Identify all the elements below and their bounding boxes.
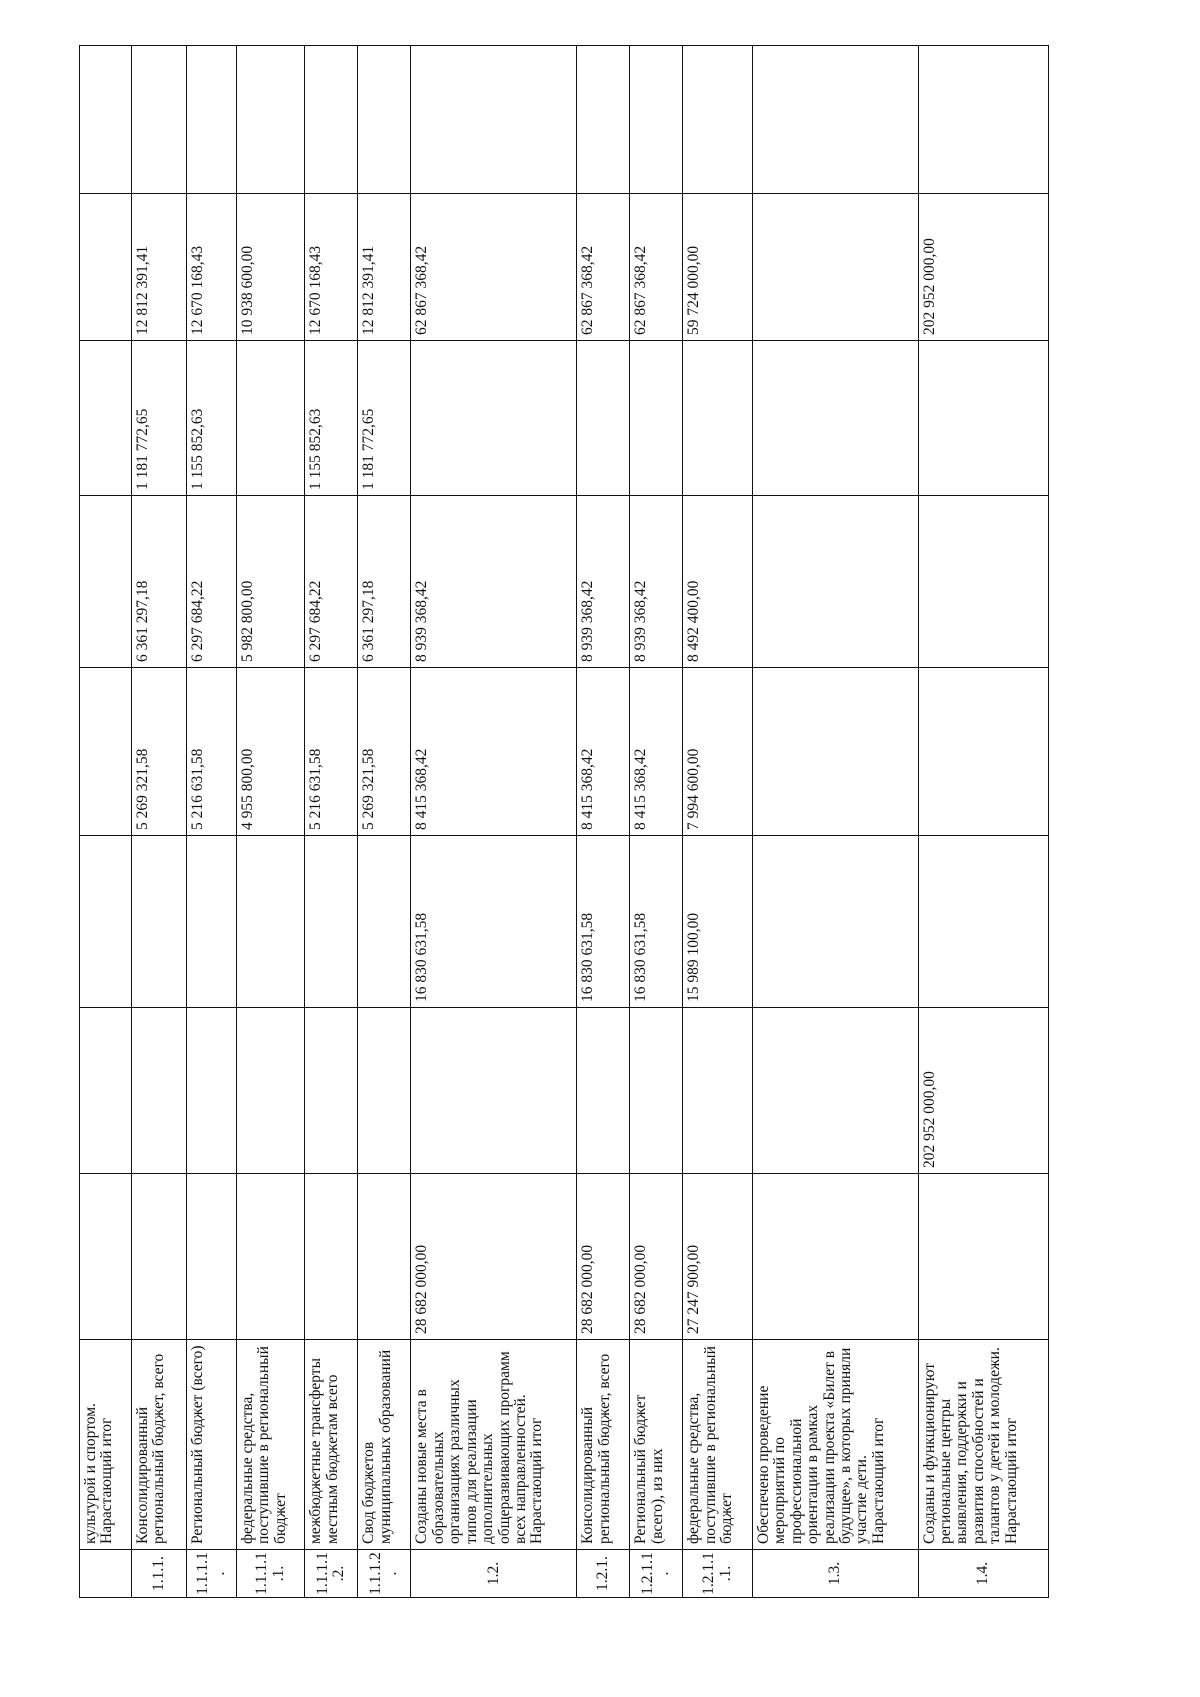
table-row — [236, 46, 305, 1598]
rotated-page — [79, 46, 1049, 1598]
value-cell — [80, 836, 132, 1008]
row-label: Региональный бюджет (всего) — [187, 1340, 237, 1550]
value-cell — [80, 341, 132, 496]
value-cell — [305, 46, 358, 194]
value-cell: 1 155 852,63 — [305, 341, 358, 496]
value-cell — [80, 46, 132, 194]
table-row — [683, 46, 753, 1598]
value-cell: 62 867 368,42 — [411, 194, 577, 341]
value-cell — [187, 46, 237, 194]
value-cell — [411, 341, 577, 496]
value-cell: 1 155 852,63 — [187, 341, 237, 496]
row-number: 1.2. — [411, 1550, 577, 1598]
value-cell — [630, 341, 683, 496]
value-cell: 5 269 321,58 — [131, 668, 186, 836]
value-cell — [358, 1008, 411, 1174]
value-cell: 8 939 368,42 — [630, 496, 683, 668]
value-cell — [80, 194, 132, 341]
value-cell: 12 812 391,41 — [358, 194, 411, 341]
value-cell: 28 682 000,00 — [411, 1174, 577, 1340]
value-cell — [411, 46, 577, 194]
row-label: федеральные средства, поступившие в региональный бюджет — [683, 1340, 753, 1550]
row-label: Региональный бюджет (всего), из них — [630, 1340, 683, 1550]
value-cell: 8 415 368,42 — [411, 668, 577, 836]
value-cell: 8 939 368,42 — [577, 496, 630, 668]
value-cell: 202 952 000,00 — [918, 194, 1048, 341]
value-cell — [577, 46, 630, 194]
value-cell: 16 830 631,58 — [577, 836, 630, 1008]
table-row — [305, 46, 358, 1598]
value-cell — [683, 46, 753, 194]
row-label: Свод бюджетов муниципальных образований — [358, 1340, 411, 1550]
value-cell — [305, 1008, 358, 1174]
value-cell — [752, 194, 918, 341]
value-cell — [358, 836, 411, 1008]
value-cell: 62 867 368,42 — [630, 194, 683, 341]
value-cell — [752, 668, 918, 836]
row-label: Созданы и функционируют региональные центры выявления, поддержки и развития способностей и талантов у детей и молодежи. Нарастающий итог — [918, 1340, 1048, 1550]
value-cell — [187, 836, 237, 1008]
value-cell: 15 989 100,00 — [683, 836, 753, 1008]
value-cell — [131, 46, 186, 194]
row-label: федеральные средства, поступившие в региональный бюджет — [236, 1340, 305, 1550]
value-cell — [80, 1174, 132, 1340]
value-cell: 8 415 368,42 — [577, 668, 630, 836]
row-number: 1.4. — [918, 1550, 1048, 1598]
value-cell — [187, 1174, 237, 1340]
value-cell — [918, 341, 1048, 496]
value-cell — [236, 836, 305, 1008]
row-number: 1.2.1.1. — [630, 1550, 683, 1598]
value-cell — [752, 496, 918, 668]
value-cell: 5 216 631,58 — [305, 668, 358, 836]
value-cell — [80, 1008, 132, 1174]
value-cell: 16 830 631,58 — [411, 836, 577, 1008]
value-cell — [358, 46, 411, 194]
value-cell — [752, 1174, 918, 1340]
value-cell — [918, 496, 1048, 668]
value-cell: 28 682 000,00 — [630, 1174, 683, 1340]
value-cell: 12 812 391,41 — [131, 194, 186, 341]
value-cell: 1 181 772,65 — [131, 341, 186, 496]
row-number: 1.2.1. — [577, 1550, 630, 1598]
value-cell — [305, 1174, 358, 1340]
value-cell: 59 724 000,00 — [683, 194, 753, 341]
value-cell — [80, 496, 132, 668]
value-cell: 6 361 297,18 — [358, 496, 411, 668]
value-cell — [577, 341, 630, 496]
value-cell — [918, 836, 1048, 1008]
table-row — [131, 46, 186, 1598]
value-cell: 202 952 000,00 — [918, 1008, 1048, 1174]
row-number: 1.1.1.2. — [358, 1550, 411, 1598]
value-cell — [411, 1008, 577, 1174]
value-cell — [630, 46, 683, 194]
row-label: Обеспечено проведение мероприятий по профессиональной ориентации в рамках реализации проекта «Билет в будущее», в которых приняли участие дети. Нарастающий итог — [752, 1340, 918, 1550]
value-cell — [236, 1174, 305, 1340]
value-cell — [683, 1008, 753, 1174]
row-number: 1.1.1.1.1. — [236, 1550, 305, 1598]
table-body — [80, 46, 1049, 1598]
value-cell — [236, 1008, 305, 1174]
table-row — [411, 46, 577, 1598]
value-cell — [577, 1008, 630, 1174]
value-cell — [752, 836, 918, 1008]
value-cell: 5 216 631,58 — [187, 668, 237, 836]
value-cell — [752, 341, 918, 496]
table-row — [918, 46, 1048, 1598]
value-cell — [131, 836, 186, 1008]
value-cell — [236, 46, 305, 194]
value-cell — [918, 1174, 1048, 1340]
value-cell: 8 415 368,42 — [630, 668, 683, 836]
value-cell — [630, 1008, 683, 1174]
value-cell: 62 867 368,42 — [577, 194, 630, 341]
value-cell — [752, 1008, 918, 1174]
value-cell: 5 982 800,00 — [236, 496, 305, 668]
value-cell: 8 939 368,42 — [411, 496, 577, 668]
row-number — [80, 1550, 132, 1598]
value-cell: 28 682 000,00 — [577, 1174, 630, 1340]
value-cell — [131, 1174, 186, 1340]
value-cell — [752, 46, 918, 194]
table-row — [630, 46, 683, 1598]
row-number: 1.2.1.1.1. — [683, 1550, 753, 1598]
value-cell: 12 670 168,43 — [305, 194, 358, 341]
value-cell: 27 247 900,00 — [683, 1174, 753, 1340]
row-label: Созданы новые места в образовательных организациях различных типов для реализации дополнительных общеразвивающих программ всех направленностей. Нарастающий итог — [411, 1340, 577, 1550]
table-row — [80, 46, 132, 1598]
table-row — [358, 46, 411, 1598]
row-number: 1.1.1. — [131, 1550, 186, 1598]
value-cell: 6 361 297,18 — [131, 496, 186, 668]
row-label: межбюджетные трансферты местным бюджетам всего — [305, 1340, 358, 1550]
value-cell: 5 269 321,58 — [358, 668, 411, 836]
row-label: культурой и спортом. Нарастающий итог — [80, 1340, 132, 1550]
value-cell: 8 492 400,00 — [683, 496, 753, 668]
row-number: 1.3. — [752, 1550, 918, 1598]
value-cell: 12 670 168,43 — [187, 194, 237, 341]
value-cell — [918, 46, 1048, 194]
table-row — [187, 46, 237, 1598]
value-cell — [683, 341, 753, 496]
value-cell — [918, 668, 1048, 836]
value-cell — [236, 341, 305, 496]
value-cell: 1 181 772,65 — [358, 341, 411, 496]
value-cell — [131, 1008, 186, 1174]
table-row — [752, 46, 918, 1598]
value-cell: 6 297 684,22 — [187, 496, 237, 668]
value-cell — [187, 1008, 237, 1174]
value-cell: 4 955 800,00 — [236, 668, 305, 836]
value-cell: 10 938 600,00 — [236, 194, 305, 341]
row-label: Консолидированный региональный бюджет, всего — [577, 1340, 630, 1550]
value-cell — [80, 668, 132, 836]
value-cell — [358, 1174, 411, 1340]
budget-table — [79, 45, 1049, 1598]
value-cell: 7 994 600,00 — [683, 668, 753, 836]
value-cell — [305, 836, 358, 1008]
row-number: 1.1.1.1. — [187, 1550, 237, 1598]
value-cell: 16 830 631,58 — [630, 836, 683, 1008]
value-cell: 6 297 684,22 — [305, 496, 358, 668]
table-row — [577, 46, 630, 1598]
row-label: Консолидированный региональный бюджет, всего — [131, 1340, 186, 1550]
row-number: 1.1.1.1.2. — [305, 1550, 358, 1598]
